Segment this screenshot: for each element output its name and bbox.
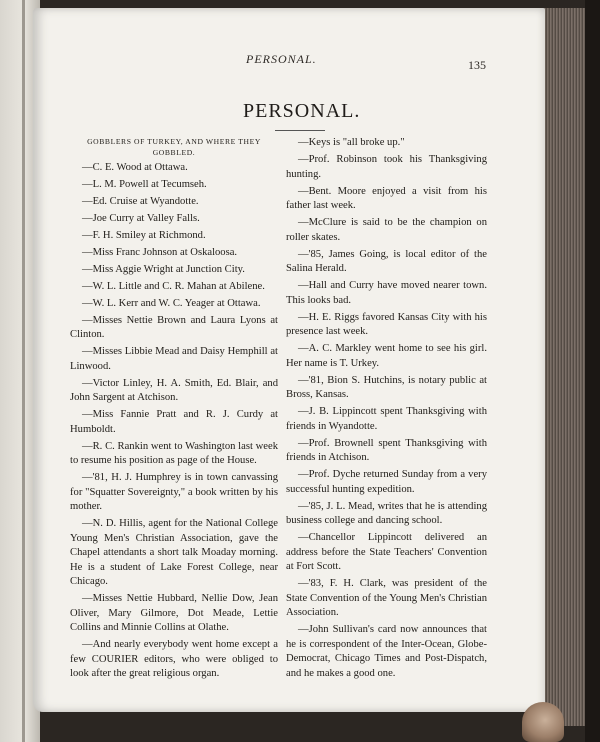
paragraph: —Joe Curry at Valley Falls. bbox=[82, 212, 200, 224]
paragraph: —Miss Fannie Pratt and R. J. Curdy at Humboldt. bbox=[70, 409, 278, 435]
right-column bbox=[286, 136, 487, 684]
paragraph: —Keys is "all broke up." bbox=[298, 137, 405, 148]
section-heading: GOBBLERS OF TURKEY, AND WHERE THEY GOBBLED. bbox=[87, 137, 261, 157]
paragraph: —Misses Nettie Hubbard, Nellie Dow, Jean Oliver, Mary Gilmore, Dot Meade, Lettie Collins and Minnie Collins at Olathe. bbox=[70, 593, 278, 633]
paragraph: —John Sullivan's card now announces that he is correspondent of the Inter-Ocean, Globe-Democrat, Chicago Times and Post-Dispatch, and he makes a good one. bbox=[286, 624, 487, 679]
paragraph: —Prof. Robinson took his Thanksgiving hunting. bbox=[286, 154, 487, 180]
page-number: 135 bbox=[468, 58, 486, 72]
paragraph: —Miss Aggie Wright at Junction City. bbox=[82, 263, 245, 275]
paragraph: —Ed. Cruise at Wyandotte. bbox=[82, 195, 199, 207]
paragraph: —Hall and Curry have moved nearer town. This looks bad. bbox=[286, 280, 487, 306]
paragraph: —'85, James Going, is local editor of the Salina Herald. bbox=[286, 248, 487, 274]
paragraph: —W. L. Little and C. R. Mahan at Abilene. bbox=[82, 280, 265, 292]
left-column bbox=[70, 136, 278, 684]
paragraph: —'85, J. L. Mead, writes that he is attending business college and dancing school. bbox=[286, 500, 487, 526]
paragraph: —McClure is said to be the champion on roller skates. bbox=[286, 217, 487, 243]
paragraph: —W. L. Kerr and W. C. Yeager at Ottawa. bbox=[82, 297, 261, 309]
paragraph: —'83, F. H. Clark, was president of the State Convention of the Young Men's Christian Association. bbox=[286, 578, 487, 618]
title-divider bbox=[275, 130, 325, 131]
paragraph: —Miss Franc Johnson at Oskaloosa. bbox=[82, 246, 238, 258]
paragraph: —Victor Linley, H. A. Smith, Ed. Blair, and John Sargent at Atchison. bbox=[70, 377, 278, 403]
paragraph: —Misses Libbie Mead and Daisy Hemphill at Linwood. bbox=[70, 346, 278, 372]
book-cover-edge bbox=[585, 0, 600, 742]
paragraph: —'81, H. J. Humphrey is in town canvassing for "Squatter Sovereignty," a book written by his mother. bbox=[70, 472, 278, 512]
page-title: PERSONAL. bbox=[243, 100, 361, 122]
paragraph: —L. M. Powell at Tecumseh. bbox=[82, 178, 207, 190]
paragraph: —Prof. Brownell spent Thanksgiving with friends in Atchison. bbox=[286, 437, 487, 463]
paragraph: —N. D. Hillis, agent for the National College Young Men's Christian Association, gave the Chapel attendants a short talk Moaday morning. He is a student of Lake Forest College, near Chicago. bbox=[70, 518, 278, 587]
book-gutter bbox=[22, 0, 25, 742]
paragraph: —Chancellor Lippincott delivered an address before the State Teachers' Convention at Fort Scott. bbox=[286, 532, 487, 572]
paragraph: —F. H. Smiley at Richmond. bbox=[82, 229, 206, 241]
paragraph: —Prof. Dyche returned Sunday from a very successful hunting expedition. bbox=[286, 469, 487, 495]
paragraph: —And nearly everybody went home except a few COURIER editors, who were obliged to look after the great religious organ. bbox=[70, 639, 278, 679]
running-head: PERSONAL. bbox=[246, 52, 317, 66]
paragraph: —R. C. Rankin went to Washington last week to resume his position as page of the House. bbox=[70, 440, 278, 466]
paragraph: —J. B. Lippincott spent Thanksgiving with friends in Wyandotte. bbox=[286, 406, 487, 432]
paragraph: —Bent. Moore enjoyed a visit from his father last week. bbox=[286, 185, 487, 211]
paragraph: —Misses Nettie Brown and Laura Lyons at Clinton. bbox=[70, 314, 278, 340]
paragraph: —C. E. Wood at Ottawa. bbox=[82, 161, 188, 173]
paragraph: —H. E. Riggs favored Kansas City with his presence last week. bbox=[286, 311, 487, 337]
paragraph: —A. C. Markley went home to see his girl. Her name is T. Urkey. bbox=[286, 343, 487, 369]
reader-thumb bbox=[522, 702, 564, 742]
paragraph: —'81, Bion S. Hutchins, is notary public at Bross, Kansas. bbox=[286, 374, 487, 400]
